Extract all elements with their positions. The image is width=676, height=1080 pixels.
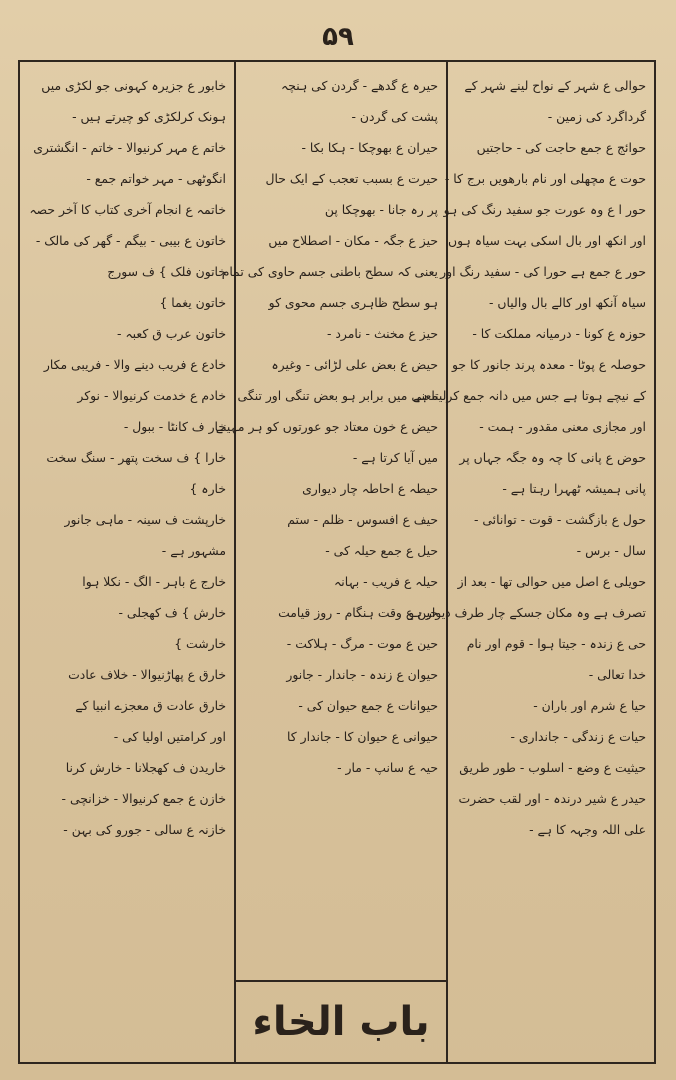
dictionary-line: حین ع وقت ہنگام - روز قیامت — [278, 605, 438, 620]
dictionary-line: مشہور ہے - — [161, 543, 226, 558]
dictionary-line: کے نیچے ہوتا ہے جس میں دانہ جمع کرلیتا ہے — [412, 388, 646, 403]
dictionary-line: حیز ع مخنث - نامرد - — [326, 326, 438, 341]
dictionary-line: خاتون ع بیبی - بیگم - گھر کی مالک - — [35, 233, 226, 248]
dictionary-line: پانی ہمیشہ ٹھہرا رہتا ہے - — [502, 481, 646, 496]
dictionary-line: گرداگرد کی زمین - — [547, 109, 646, 124]
dictionary-line: حیرت ع بسبب تعجب کے ایک حال — [265, 171, 438, 186]
dictionary-line: حیطہ ع احاطہ چار دیواری — [302, 481, 438, 496]
dictionary-line: خادع ع فریب دینے والا - فریبی مکار — [43, 357, 226, 372]
dictionary-line: حیدر ع شیر درندہ - اور لقب حضرت — [458, 791, 646, 806]
dictionary-line: خاتمہ ع انجام آخری کتاب کا آخر حصہ — [29, 202, 226, 217]
dictionary-line: حیات ع زندگی - جانداری - — [510, 729, 646, 744]
dictionary-line: خارج ع باہر - الگ - نکلا ہوا — [82, 574, 226, 589]
dictionary-line: حیثیت ع وضع - اسلوب - طور طریق — [459, 760, 646, 775]
dictionary-line: حیرہ ع گدھے - گردن کی ہنچہ — [280, 78, 438, 93]
dictionary-line: خاریدن ف کھجلانا - خارش کرنا — [65, 760, 226, 775]
dictionary-line: حین ع موت - مرگ - ہلاکت - — [286, 636, 438, 651]
dictionary-line: خاتم ع مہر کرنیوالا - خاتم - انگشتری — [33, 140, 226, 155]
dictionary-line: ہو سطح ظاہری جسم محوی کو — [268, 295, 438, 310]
dictionary-line: حیا ع شرم اور باران - — [533, 698, 646, 713]
dictionary-line: اور مجازی معنی مقدور - ہمت - — [479, 419, 646, 434]
dictionary-line: خارق ع پھاڑنیوالا - خلاف عادت — [68, 667, 226, 682]
dictionary-line: حیوانی ع حیوان کا - جاندار کا — [286, 729, 438, 744]
dictionary-line: حوالی ع شہر کے نواح لینے شہر کے — [464, 78, 646, 93]
dictionary-line: حیران ع بھوچکا - ہکا بکا - — [301, 140, 438, 155]
dictionary-line: حوض ع پانی کا چہ وہ جگہ جہاں پر — [459, 450, 646, 465]
section-heading-box — [236, 980, 446, 1062]
dictionary-line: انگوٹھی - مہر خواتم جمع - — [86, 171, 226, 186]
dictionary-line: حول ع بازگشت - قوت - توانائی - — [473, 512, 646, 527]
dictionary-line: اور انکھ اور بال اسکی بہت سیاہ ہوں — [448, 233, 646, 248]
dictionary-line: خادم ع خدمت کرنیوالا - نوکر — [77, 388, 226, 403]
dictionary-line: حوزہ ع کونا - درمیانہ مملکت کا - — [472, 326, 646, 341]
column-left — [20, 62, 234, 1062]
dictionary-line: حیف ع افسوس - ظلم - ستم — [287, 512, 438, 527]
dictionary-line: حیض ع بعض علی لڑائی - وغیرہ — [271, 357, 438, 372]
dictionary-line: خازنہ ع سالی - جورو کی بہن - — [63, 822, 226, 837]
dictionary-line: یعنی کہ سطح باطنی جسم حاوی کی تمام — [221, 264, 438, 279]
dictionary-line: حور ا ع وہ عورت جو سفید رنگ کی ہو — [443, 202, 646, 217]
dictionary-line: حی ع زندہ - جیتا ہوا - قوم اور نام — [466, 636, 646, 651]
dictionary-line: خارپشت ف سینہ - ماہی جانور — [64, 512, 226, 527]
dictionary-line: حیض ع خون معتاد جو عورتوں کو ہر مہینے — [215, 419, 438, 434]
dictionary-line: حور ع جمع ہے حورا کی - سفید رنگ اور — [440, 264, 646, 279]
dictionary-line: سال - برس - — [576, 543, 646, 558]
page-frame — [18, 60, 656, 1064]
column-right — [408, 62, 654, 1062]
dictionary-line: تصرف ہے وہ مکان جسکے چار طرف دیوار ہو — [408, 605, 646, 620]
dictionary-line: حوصلہ ع پوٹا - معدہ پرند جانور کا جو — [451, 357, 646, 372]
dictionary-line: حویلی ع اصل میں حوالی تھا - بعد از — [457, 574, 646, 589]
dictionary-line: خارہ } — [189, 481, 226, 496]
section-heading: باب الخاء — [252, 999, 430, 1045]
dictionary-line: اور کرامتیں اولیا کی - — [113, 729, 226, 744]
dictionary-line: خاتون فلک } ف سورج — [107, 264, 226, 279]
dictionary-line: خاتون عرب ق کعبہ - — [117, 326, 226, 341]
dictionary-line: حیز ع جگہ - مکان - اصطلاح میں — [268, 233, 438, 248]
dictionary-line: حیل ع جمع حیلہ کی - — [325, 543, 438, 558]
dictionary-line: پشت کی گردن - — [351, 109, 438, 124]
dictionary-line: خار ف کانٹا - ببول - — [123, 419, 226, 434]
dictionary-line: پر رہ جانا - بھوچکا پن — [324, 202, 438, 217]
dictionary-line: خارش } ف کھجلی - — [118, 605, 226, 620]
dictionary-line: معنی میں برابر ہو بعض تنگی اور تنگی — [237, 388, 438, 403]
dictionary-line: حوائج ع جمع حاجت کی - حاجتیں — [476, 140, 646, 155]
dictionary-line: خدا تعالی - — [588, 667, 646, 682]
dictionary-line: حوت ع مچھلی اور نام بارھویں برج کا - — [444, 171, 646, 186]
dictionary-line: سیاہ آنکھ اور کالے بال والیاں - — [489, 295, 646, 310]
dictionary-line: حیلہ ع فریب - بہانہ — [334, 574, 438, 589]
dictionary-line: علی اللہ وجہہ کا ہے - — [529, 822, 646, 837]
column-middle — [215, 62, 446, 1062]
dictionary-line: خاتون یغما } — [159, 295, 226, 310]
dictionary-line: خارق عادت ق معجزے انبیا کے — [75, 698, 226, 713]
dictionary-line: خازن ع جمع کرنیوالا - خزانچی - — [61, 791, 226, 806]
dictionary-line: خابور ع جزیرہ کہونی جو لکڑی میں — [41, 78, 226, 93]
dictionary-line: حیہ ع سانپ - مار - — [337, 760, 438, 775]
dictionary-line: خارا } ف سخت پتھر - سنگ سخت — [46, 450, 226, 465]
dictionary-line: خارشت } — [174, 636, 226, 651]
dictionary-line: حیوان ع زندہ - جاندار - جانور — [286, 667, 438, 682]
dictionary-line: میں آیا کرتا ہے - — [352, 450, 438, 465]
dictionary-line: حیوانات ع جمع حیوان کی - — [298, 698, 438, 713]
page-number: ۵۹ — [322, 22, 354, 52]
dictionary-line: ہونک کرلکڑی کو چیرتے ہیں - — [72, 109, 226, 124]
